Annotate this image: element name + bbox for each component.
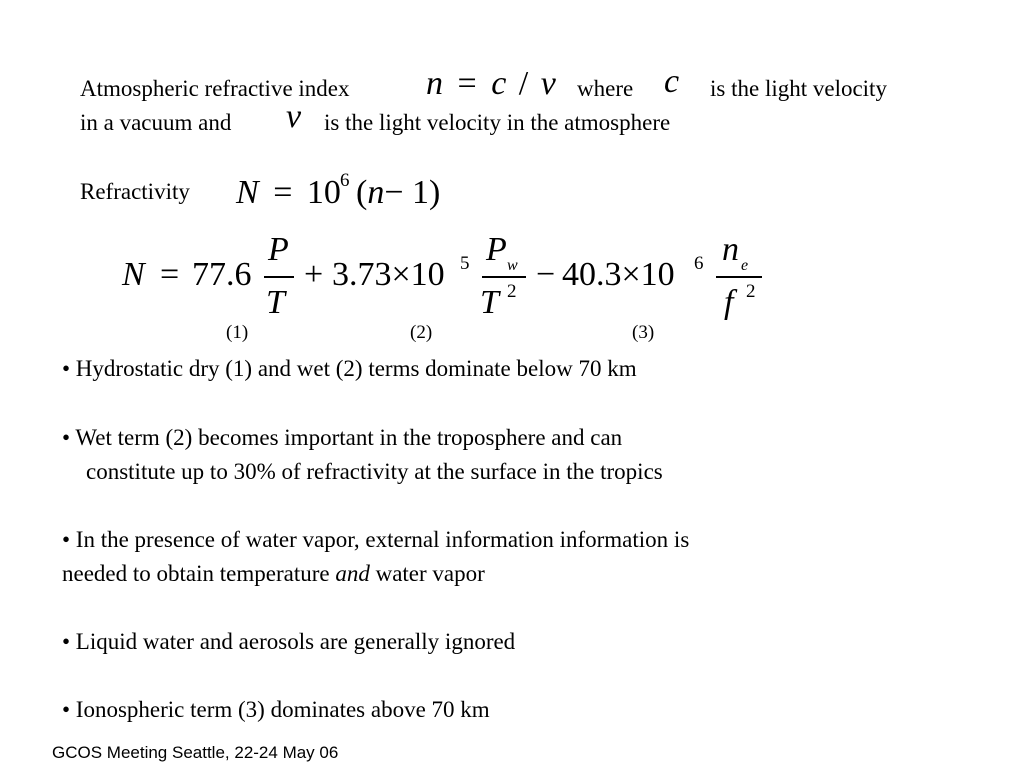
formula-minus: −: [536, 256, 556, 293]
term1-denominator-T: T: [266, 284, 285, 321]
refr-n-symbol: n: [367, 174, 385, 211]
formula-coef3: 40.3×10: [562, 256, 675, 293]
slide-footer: GCOS Meeting Seattle, 22-24 May 06: [52, 743, 339, 762]
v-symbol: v: [286, 98, 302, 135]
equation-refractivity: [236, 176, 341, 210]
intro-line1-prefix: Atmospheric refractive index: [80, 76, 350, 101]
term3-numerator-n: n: [722, 231, 739, 268]
refractivity-label: Refractivity: [80, 179, 190, 204]
term3-denominator-f: f: [724, 284, 734, 321]
eq-slash: /: [518, 65, 529, 102]
intro-line1-suffix: is the light velocity: [710, 76, 887, 101]
equation-refractive-index: [426, 67, 556, 101]
term3-denominator-exp: 2: [746, 281, 756, 302]
term2-denominator-T: T: [480, 284, 499, 321]
bullet-water-vapor-and: and: [335, 561, 370, 586]
intro-line2-suffix: is the light velocity in the atmosphere: [324, 110, 671, 135]
refr-paren-expr: [356, 176, 440, 210]
bullet-water-vapor-line1: • In the presence of water vapor, external information information is: [62, 527, 690, 552]
term3-subscript-e: e: [741, 257, 749, 274]
bullet-hydrostatic: • Hydrostatic dry (1) and wet (2) terms dominate below 70 km: [62, 356, 637, 381]
bullet-water-vapor-line2: [62, 562, 485, 585]
refr-N-symbol: N: [236, 174, 259, 211]
term1-numerator-P: P: [268, 231, 289, 268]
formula-plus: +: [304, 256, 324, 293]
intro-line2-prefix: in a vacuum and: [80, 110, 232, 135]
eq-n-symbol: n: [426, 65, 443, 102]
refr-exponent: 6: [340, 170, 350, 191]
bullet-ionospheric: • Ionospheric term (3) dominates above 70 km: [62, 697, 490, 722]
intro-where: where: [577, 76, 634, 101]
refr-open-paren: (: [356, 174, 368, 211]
formula-coef2: 3.73×10: [332, 256, 445, 293]
bullet-liquid-water: • Liquid water and aerosols are generally ignored: [62, 629, 516, 654]
formula-exp3: 6: [694, 253, 704, 274]
term-label-3: (3): [632, 322, 655, 343]
term1-fraction-bar: [264, 276, 294, 278]
c-symbol: c: [664, 63, 680, 100]
term3-fraction-bar: [716, 276, 762, 278]
formula-coef1: 77.6: [192, 256, 252, 293]
formula-N: N: [122, 256, 145, 293]
term2-denominator-exp: 2: [507, 281, 517, 302]
term-label-1: (1): [226, 322, 249, 343]
term2-subscript-w: w: [507, 257, 518, 274]
refr-minus-one: − 1): [384, 174, 441, 211]
refr-equals: =: [273, 174, 293, 211]
refr-ten: 10: [306, 174, 341, 211]
bullet-water-vapor-post: water vapor: [375, 561, 485, 586]
eq-c-symbol: c: [491, 65, 507, 102]
eq-equals: =: [457, 65, 477, 102]
term2-numerator-P: P: [486, 231, 507, 268]
bullet-water-vapor-pre: needed to obtain temperature: [62, 561, 330, 586]
formula-equals: =: [160, 256, 180, 293]
term2-fraction-bar: [482, 276, 526, 278]
bullet-wet-term-line2: constitute up to 30% of refractivity at the surface in the tropics: [86, 459, 663, 484]
term-label-2: (2): [410, 322, 433, 343]
bullet-wet-term-line1: • Wet term (2) becomes important in the troposphere and can: [62, 425, 623, 450]
eq-v-symbol: v: [540, 65, 556, 102]
formula-exp2: 5: [460, 253, 470, 274]
